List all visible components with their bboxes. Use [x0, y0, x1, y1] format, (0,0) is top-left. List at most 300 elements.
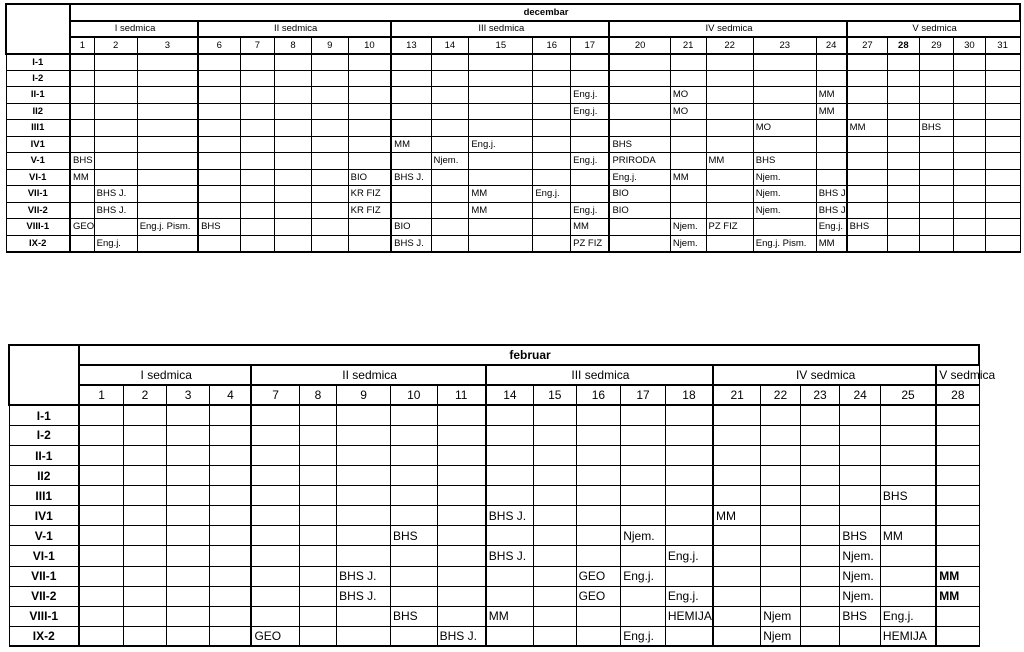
schedule-cell — [919, 70, 954, 87]
schedule-cell — [275, 120, 312, 137]
exam-entry: GEO — [70, 219, 94, 236]
exam-entry: BHS — [840, 526, 881, 546]
schedule-cell — [816, 169, 846, 186]
schedule-cell — [800, 546, 840, 566]
schedule-cell — [670, 54, 706, 71]
schedule-cell — [124, 606, 167, 626]
schedule-cell — [198, 186, 240, 203]
schedule-cell — [251, 466, 299, 486]
schedule-cell — [761, 445, 801, 465]
exam-entry: MM — [880, 526, 936, 546]
schedule-cell — [137, 103, 198, 120]
schedule-cell — [390, 466, 437, 486]
schedule-cell — [166, 586, 210, 606]
schedule-cell — [609, 70, 670, 87]
schedule-cell — [486, 405, 534, 425]
exam-entry: BHS J. — [337, 566, 391, 586]
schedule-cell — [713, 445, 761, 465]
schedule-cell — [985, 169, 1020, 186]
day-number: 21 — [670, 37, 706, 54]
schedule-cell — [840, 405, 881, 425]
schedule-cell — [137, 70, 198, 87]
exam-entry: MM — [391, 136, 431, 153]
schedule-cell — [337, 486, 391, 506]
schedule-cell — [936, 506, 979, 526]
schedule-cell — [985, 120, 1020, 137]
schedule-cell — [299, 445, 337, 465]
schedule-cell — [124, 405, 167, 425]
schedule-cell — [919, 87, 954, 104]
day-number: 15 — [533, 385, 576, 405]
exam-entry: BHS — [840, 606, 881, 626]
schedule-cell — [919, 235, 954, 252]
schedule-cell — [880, 506, 936, 526]
day-number: 10 — [390, 385, 437, 405]
exam-entry: GEO — [576, 566, 621, 586]
day-number: 20 — [609, 37, 670, 54]
schedule-cell — [985, 235, 1020, 252]
exam-entry: BIO — [348, 169, 391, 186]
schedule-cell — [919, 136, 954, 153]
schedule-cell — [706, 70, 753, 87]
schedule-cell — [210, 586, 252, 606]
day-number: 10 — [348, 37, 391, 54]
class-row — [6, 219, 1020, 236]
schedule-cell — [337, 405, 391, 425]
exam-entry: KR FIZ — [348, 202, 391, 219]
schedule-cell — [761, 526, 801, 546]
day-number: 21 — [713, 385, 761, 405]
schedule-cell — [431, 186, 469, 203]
schedule-cell — [240, 153, 275, 170]
schedule-cell — [840, 506, 881, 526]
schedule-cell — [847, 54, 888, 71]
class-row — [9, 626, 979, 646]
schedule-cell — [431, 202, 469, 219]
day-number: 28 — [936, 385, 979, 405]
exam-entry: MM — [936, 586, 979, 606]
schedule-cell — [311, 120, 348, 137]
schedule-cell — [437, 405, 486, 425]
day-number: 11 — [437, 385, 486, 405]
schedule-cell — [469, 103, 533, 120]
day-number: 31 — [985, 37, 1020, 54]
schedule-cell — [137, 136, 198, 153]
schedule-cell — [124, 586, 167, 606]
exam-entry: Eng.j. — [571, 103, 610, 120]
schedule-cell — [847, 103, 888, 120]
exam-entry: BHS J. — [486, 506, 534, 526]
schedule-cell — [706, 120, 753, 137]
schedule-cell — [275, 186, 312, 203]
schedule-cell — [621, 606, 666, 626]
schedule-cell — [337, 506, 391, 526]
schedule-cell — [880, 466, 936, 486]
class-label: III1 — [6, 120, 70, 137]
schedule-cell — [348, 219, 391, 236]
schedule-cell — [337, 526, 391, 546]
schedule-cell — [240, 103, 275, 120]
schedule-cell — [124, 566, 167, 586]
schedule-cell — [985, 70, 1020, 87]
week-label: I sedmica — [79, 365, 251, 385]
schedule-cell — [800, 405, 840, 425]
schedule-cell — [390, 626, 437, 646]
class-row — [9, 405, 979, 425]
day-number: 24 — [816, 37, 846, 54]
schedule-cell — [571, 120, 610, 137]
schedule-cell — [576, 546, 621, 566]
exam-entry: KR FIZ — [348, 186, 391, 203]
schedule-cell — [800, 526, 840, 546]
schedule-cell — [533, 54, 571, 71]
schedule-cell — [486, 586, 534, 606]
schedule-cell — [985, 136, 1020, 153]
schedule-cell — [437, 425, 486, 445]
schedule-cell — [753, 136, 816, 153]
schedule-cell — [124, 626, 167, 646]
exam-entry: Eng.j. — [571, 87, 610, 104]
schedule-cell — [609, 235, 670, 252]
schedule-cell — [166, 606, 210, 626]
exam-entry: BIO — [391, 219, 431, 236]
class-row — [9, 506, 979, 526]
exam-entry: BIO — [609, 202, 670, 219]
schedule-cell — [79, 606, 124, 626]
schedule-cell — [533, 626, 576, 646]
schedule-cell — [670, 202, 706, 219]
schedule-cell — [665, 405, 713, 425]
day-number: 23 — [800, 385, 840, 405]
exam-entry: MM — [670, 169, 706, 186]
class-label: IX-2 — [6, 235, 70, 252]
schedule-cell — [880, 566, 936, 586]
schedule-cell — [70, 186, 94, 203]
schedule-cell — [124, 506, 167, 526]
schedule-cell — [337, 546, 391, 566]
schedule-cell — [166, 566, 210, 586]
schedule-cell — [576, 486, 621, 506]
schedule-cell — [390, 445, 437, 465]
day-number: 4 — [210, 385, 252, 405]
schedule-cell — [431, 120, 469, 137]
exam-entry: BHS — [919, 120, 954, 137]
schedule-cell — [985, 186, 1020, 203]
schedule-cell — [124, 546, 167, 566]
schedule-cell — [251, 526, 299, 546]
exam-entry: Njem. — [840, 586, 881, 606]
day-number: 16 — [576, 385, 621, 405]
exam-entry: Eng.j. — [665, 586, 713, 606]
schedule-cell — [888, 186, 919, 203]
schedule-cell — [753, 219, 816, 236]
schedule-cell — [706, 136, 753, 153]
schedule-cell — [533, 103, 571, 120]
schedule-cell — [713, 626, 761, 646]
class-row — [6, 202, 1020, 219]
day-number: 3 — [166, 385, 210, 405]
exam-entry: Eng.j. Pism. — [753, 235, 816, 252]
schedule-cell — [431, 136, 469, 153]
schedule-cell — [571, 70, 610, 87]
exam-entry: MM — [936, 566, 979, 586]
month-title: decembar — [70, 4, 1020, 21]
schedule-cell — [210, 425, 252, 445]
schedule-cell — [621, 506, 666, 526]
schedule-cell — [94, 153, 137, 170]
class-label: VII-2 — [6, 202, 70, 219]
schedule-cell — [919, 186, 954, 203]
class-label: II2 — [6, 103, 70, 120]
schedule-cell — [390, 405, 437, 425]
schedule-cell — [70, 103, 94, 120]
schedule-cell — [469, 87, 533, 104]
schedule-cell — [486, 445, 534, 465]
schedule-cell — [390, 566, 437, 586]
exam-entry: Njem. — [753, 186, 816, 203]
week-label: V sedmica — [847, 21, 1020, 38]
exam-entry: Eng.j. — [880, 606, 936, 626]
schedule-cell — [437, 546, 486, 566]
schedule-cell — [124, 486, 167, 506]
exam-entry: MM — [847, 120, 888, 137]
schedule-cell — [210, 606, 252, 626]
week-label: IV sedmica — [609, 21, 846, 38]
schedule-cell — [348, 70, 391, 87]
schedule-cell — [337, 445, 391, 465]
schedule-cell — [936, 466, 979, 486]
schedule-cell — [94, 103, 137, 120]
schedule-cell — [70, 235, 94, 252]
schedule-cell — [609, 87, 670, 104]
schedule-cell — [533, 235, 571, 252]
class-label: I-2 — [6, 70, 70, 87]
schedule-cell — [840, 466, 881, 486]
schedule-cell — [437, 606, 486, 626]
schedule-cell — [251, 606, 299, 626]
schedule-cell — [437, 566, 486, 586]
corner-cell — [9, 345, 79, 405]
schedule-cell — [94, 87, 137, 104]
schedule-cell — [391, 153, 431, 170]
schedule-cell — [713, 486, 761, 506]
schedule-cell — [670, 153, 706, 170]
schedule-cell — [665, 626, 713, 646]
schedule-cell — [919, 54, 954, 71]
class-label: V-1 — [6, 153, 70, 170]
schedule-cell — [469, 54, 533, 71]
class-row — [9, 425, 979, 445]
exam-entry: BHS — [609, 136, 670, 153]
schedule-cell — [713, 466, 761, 486]
schedule-cell — [79, 546, 124, 566]
schedule-cell — [954, 202, 985, 219]
schedule-cell — [847, 202, 888, 219]
schedule-cell — [251, 566, 299, 586]
schedule-cell — [486, 466, 534, 486]
class-label: VI-1 — [9, 546, 79, 566]
schedule-cell — [166, 526, 210, 546]
schedule-cell — [469, 70, 533, 87]
week-label: II sedmica — [251, 365, 485, 385]
schedule-cell — [79, 466, 124, 486]
class-row — [6, 54, 1020, 71]
schedule-cell — [847, 186, 888, 203]
schedule-cell — [665, 506, 713, 526]
schedule-cell — [240, 219, 275, 236]
schedule-cell — [240, 235, 275, 252]
schedule-cell — [761, 546, 801, 566]
exam-entry: Njem. — [753, 169, 816, 186]
schedule-cell — [936, 526, 979, 546]
class-row — [6, 136, 1020, 153]
schedule-cell — [198, 120, 240, 137]
schedule-cell — [70, 202, 94, 219]
exam-entry: BHS J. — [391, 169, 431, 186]
schedule-cell — [311, 202, 348, 219]
class-row — [9, 606, 979, 626]
schedule-cell — [888, 120, 919, 137]
schedule-cell — [124, 445, 167, 465]
class-row — [6, 87, 1020, 104]
exam-entry: MO — [670, 103, 706, 120]
exam-entry: PZ FIZ — [571, 235, 610, 252]
schedule-cell — [70, 120, 94, 137]
schedule-cell — [919, 202, 954, 219]
schedule-cell — [437, 486, 486, 506]
schedule-cell — [533, 486, 576, 506]
day-number: 7 — [251, 385, 299, 405]
schedule-cell — [761, 466, 801, 486]
schedule-cell — [437, 586, 486, 606]
schedule-cell — [311, 87, 348, 104]
schedule-cell — [166, 506, 210, 526]
schedule-cell — [840, 626, 881, 646]
schedule-cell — [665, 445, 713, 465]
class-label: I-1 — [6, 54, 70, 71]
schedule-cell — [94, 120, 137, 137]
schedule-cell — [954, 87, 985, 104]
schedule-cell — [391, 202, 431, 219]
schedule-cell — [70, 54, 94, 71]
schedule-cell — [124, 425, 167, 445]
schedule-cell — [919, 153, 954, 170]
schedule-cell — [800, 486, 840, 506]
schedule-cell — [390, 425, 437, 445]
schedule-cell — [311, 70, 348, 87]
schedule-cell — [251, 546, 299, 566]
schedule-cell — [713, 566, 761, 586]
exam-entry: Njem. — [431, 153, 469, 170]
schedule-cell — [936, 626, 979, 646]
schedule-cell — [888, 202, 919, 219]
day-number: 27 — [847, 37, 888, 54]
corner-cell — [6, 4, 70, 54]
schedule-cell — [348, 54, 391, 71]
schedule-cell — [571, 186, 610, 203]
schedule-cell — [210, 506, 252, 526]
schedule-cell — [571, 169, 610, 186]
class-label: IV1 — [6, 136, 70, 153]
exam-entry: Eng.j. — [94, 235, 137, 252]
schedule-cell — [311, 54, 348, 71]
exam-entry: Njem — [761, 606, 801, 626]
schedule-cell — [571, 54, 610, 71]
schedule-cell — [337, 626, 391, 646]
schedule-cell — [124, 526, 167, 546]
schedule-cell — [753, 103, 816, 120]
exam-entry: BHS J. — [437, 626, 486, 646]
schedule-cell — [275, 219, 312, 236]
class-row — [9, 445, 979, 465]
schedule-cell — [533, 566, 576, 586]
schedule-cell — [954, 70, 985, 87]
schedule-cell — [665, 526, 713, 546]
exam-entry: MM — [706, 153, 753, 170]
schedule-cell — [391, 186, 431, 203]
schedule-cell — [166, 425, 210, 445]
day-number: 3 — [137, 37, 198, 54]
exam-entry: Njem. — [753, 202, 816, 219]
schedule-cell — [621, 586, 666, 606]
exam-entry: Njem. — [621, 526, 666, 546]
schedule-cell — [761, 506, 801, 526]
schedule-cell — [94, 219, 137, 236]
day-number: 22 — [761, 385, 801, 405]
schedule-cell — [299, 405, 337, 425]
schedule-cell — [706, 235, 753, 252]
schedule-cell — [533, 425, 576, 445]
class-row — [9, 486, 979, 506]
schedule-cell — [609, 219, 670, 236]
day-number: 17 — [571, 37, 610, 54]
schedule-cell — [210, 486, 252, 506]
schedule-cell — [533, 219, 571, 236]
class-label: III1 — [9, 486, 79, 506]
exam-entry: Eng.j. — [469, 136, 533, 153]
schedule-cell — [880, 445, 936, 465]
schedule-cell — [533, 202, 571, 219]
class-label: VIII-1 — [6, 219, 70, 236]
schedule-cell — [985, 87, 1020, 104]
schedule-cell — [437, 506, 486, 526]
schedule-cell — [800, 445, 840, 465]
schedule-cell — [533, 606, 576, 626]
schedule-cell — [713, 606, 761, 626]
week-label: V sedmica — [936, 365, 979, 385]
schedule-cell — [954, 153, 985, 170]
schedule-cell — [469, 219, 533, 236]
schedule-cell — [79, 506, 124, 526]
week-label: III sedmica — [486, 365, 713, 385]
schedule-cell — [79, 486, 124, 506]
schedule-cell — [198, 153, 240, 170]
schedule-cell — [816, 136, 846, 153]
schedule-cell — [665, 425, 713, 445]
schedule-cell — [210, 566, 252, 586]
exam-entry: BHS J. — [94, 186, 137, 203]
schedule-cell — [240, 54, 275, 71]
schedule-cell — [533, 405, 576, 425]
class-label: IV1 — [9, 506, 79, 526]
schedule-cell — [670, 136, 706, 153]
exam-entry: BHS J. — [94, 202, 137, 219]
schedule-cell — [954, 186, 985, 203]
schedule-cell — [240, 169, 275, 186]
class-label: VIII-1 — [9, 606, 79, 626]
schedule-cell — [348, 103, 391, 120]
schedule-cell — [251, 405, 299, 425]
